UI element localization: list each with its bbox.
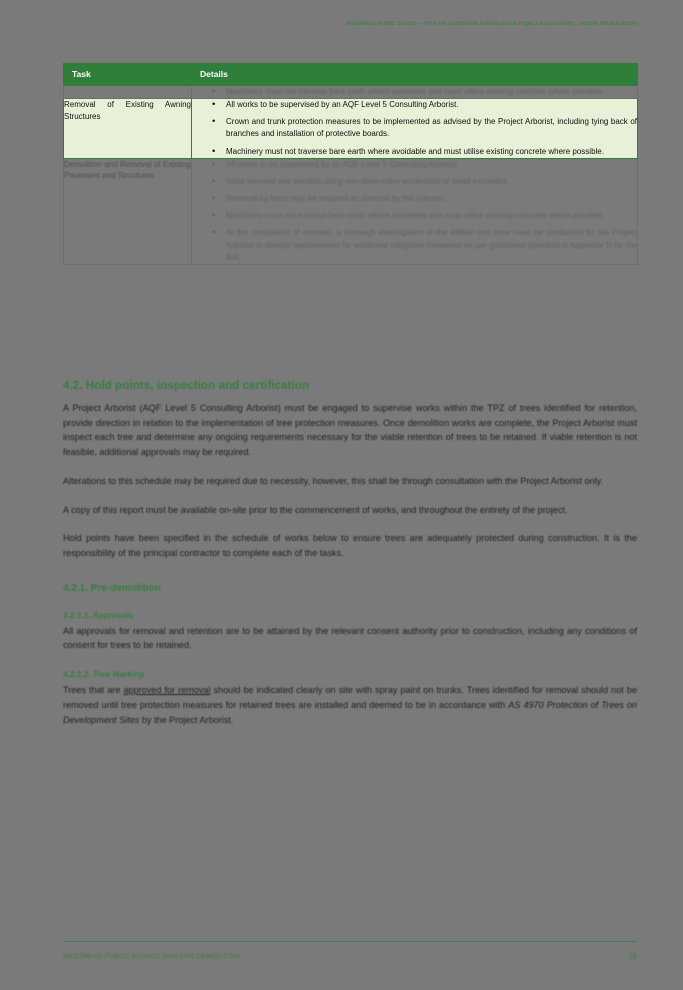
paragraph: Alterations to this schedule may be required due to necessity, however, this shall be through consultation with the Project Arborist only.	[63, 475, 604, 486]
cell-task: Demolition and Removal of Existing Pavement and Structures	[64, 158, 192, 264]
page-number: 15	[628, 952, 637, 961]
paragraph: A copy of this report must be available on-site prior to the commencement of works, and throughout the entirety of the project.	[63, 504, 568, 515]
footer-document-title: WESTMEAD PUBLIC SCHOOL AHIA FOR DEMOLITION	[63, 953, 240, 960]
footer-divider	[63, 941, 637, 942]
works-schedule-table	[63, 63, 638, 265]
details-list	[192, 99, 637, 158]
table-row	[64, 158, 638, 264]
paragraph: All approvals for removal and retention are to be attained by the relevant consent authority prior to construction, including any conditions of consent for trees to be retained.	[63, 625, 637, 651]
section-heading-4-2-1-1: 4.2.1.1. Approvals	[63, 609, 134, 620]
list-item: • All works to be supervised by an AQF Level 5 Consulting Arborist.	[212, 159, 637, 171]
text-underlined: approved for removal	[123, 685, 211, 696]
text-part: by the Project Arborist.	[139, 714, 234, 725]
section-heading-4-2-1: 4.2.1. Pre-demolition	[63, 582, 161, 594]
cell-details	[192, 99, 638, 159]
page-header: Westmead Public School – AHIA for Demolition Arboricultural Impact Assessment | School Infrastructure	[345, 21, 637, 27]
list-item: • All works to be supervised by an AQF Level 5 Consulting Arborist.	[212, 99, 637, 111]
list-item: • At the completion of removal, a thorough investigation of the infilled root zone must be conducted by the Project Arborist to identify requirements for additional mitigative measures as per guidelines specified in Appendix D for the AIA.	[212, 227, 637, 263]
document-body	[63, 380, 637, 741]
list-item: • Machinery must not traverse bare earth where avoidable and must utilise existing concrete where possible.	[212, 146, 637, 158]
section-heading-4-2: 4.2. Hold points, inspection and certification	[63, 380, 310, 392]
list-item: • Initial removal and erection using non-destructive excavation or small excavator.	[212, 176, 637, 188]
details-list	[192, 159, 637, 264]
cell-task	[64, 86, 192, 99]
section-heading-4-2-1-2: 4.2.1.2. Tree Marking	[63, 669, 145, 680]
table-row	[64, 99, 638, 159]
column-header-task: Task	[64, 64, 192, 86]
list-item: • Crown and trunk protection measures to be implemented as advised by the Project Arborist, including tying back of branches and installation of protective boards.	[212, 116, 637, 140]
table-header-row	[64, 64, 638, 86]
paragraph-tree-marking	[63, 683, 637, 727]
text-part: Trees that are	[63, 685, 124, 696]
text-part: should be indicated clearly on site with spray paint on trunks. Trees identified for removal should not be removed until tree protection measures for retained trees are installed and deemed to be in accordance with	[63, 685, 637, 710]
paragraph: A Project Arborist (AQF Level 5 Consulting Arborist) must be engaged to supervise works within the TPZ of trees identified for retention, provide direction in relation to the implementation of tree protection measures. Once demolition works are complete, the Project Arborist must inspect each tree and determine any ongoing requirements necessary for the viable retention of trees to be retained. If viable retention is not feasible, additional approvals may be required.	[63, 403, 637, 458]
cell-details	[192, 86, 638, 99]
details-list	[192, 86, 637, 98]
text-standard-reference: AS 4970 Protection of Trees on Development Sites	[63, 699, 637, 725]
cell-task: Removal of Existing Awning Structures	[64, 99, 192, 159]
list-item: • Machinery must not traverse bare earth where avoidable and must utilise existing concrete where possible.	[212, 86, 637, 98]
cell-details	[192, 158, 638, 264]
table-row	[64, 86, 638, 99]
column-header-details: Details	[192, 64, 638, 86]
list-item: • Machinery must not traverse bare earth where avoidable and must utilise existing concrete where possible.	[212, 210, 637, 222]
paragraph: Hold points have been specified in the schedule of works below to ensure trees are adequately protected during construction. It is the responsibility of the principal contractor to complete each of the tasks.	[63, 533, 637, 559]
list-item: • Removal by hand may be required as directed by the Arborist.	[212, 193, 637, 205]
